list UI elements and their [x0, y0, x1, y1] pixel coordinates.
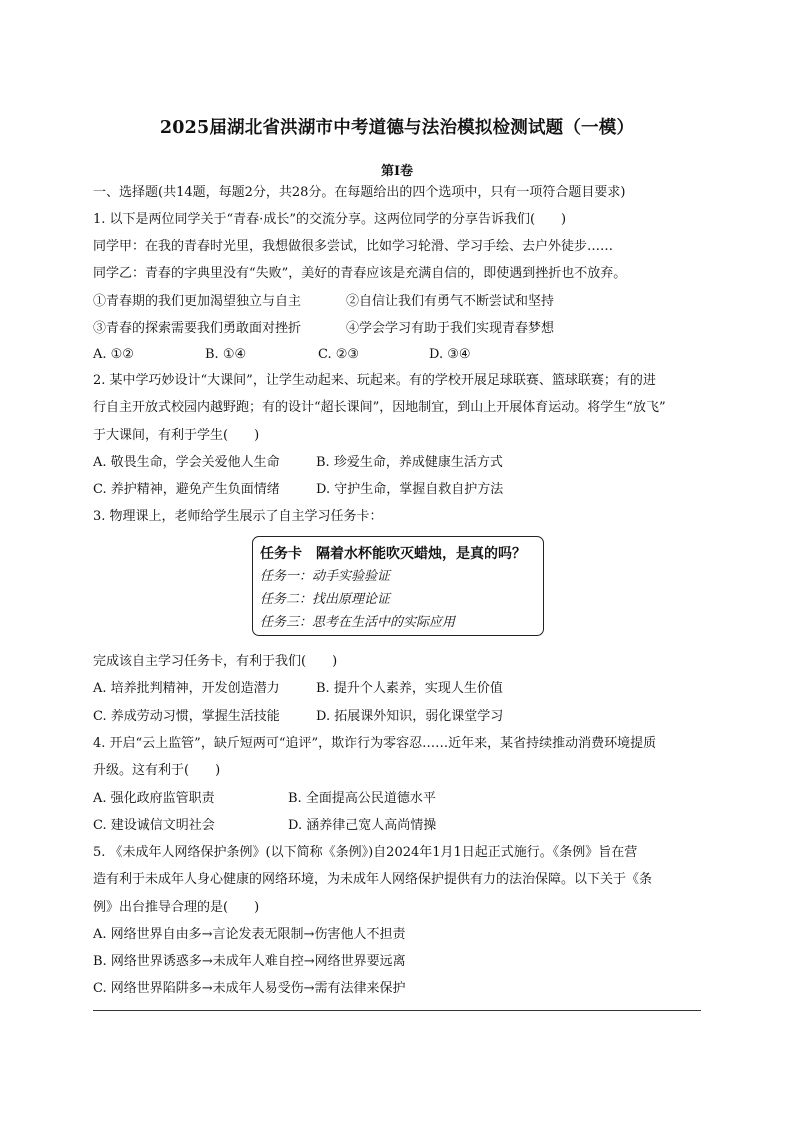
q4-option-b: B. 全面提高公民道德水平	[288, 791, 436, 806]
q2-option-d: D. 守护生命，掌握自救自护方法	[316, 482, 504, 497]
task-card-item-3: 任务三：思考在生活中的实际应用	[260, 615, 456, 630]
q3-option-b: B. 提升个人素养，实现人生价值	[316, 681, 503, 696]
q1-item-2: ②自信让我们有勇气不断尝试和坚持	[346, 294, 555, 309]
q1-option-d: D. ③④	[429, 347, 471, 362]
q3-follow: 完成该自主学习任务卡，有利于我们( )	[93, 654, 338, 669]
q5-stem-3: 例》出台推导合理的是( )	[93, 900, 260, 915]
q1-item-1: ①青春期的我们更加渴望独立与自主	[93, 294, 302, 309]
q1-option-b: B. ①④	[205, 347, 247, 362]
q1-item-3: ③青春的探索需要我们勇敢面对挫折	[93, 321, 302, 336]
task-card-heading: 任务卡 隔着水杯能吹灭蜡烛，是真的吗？	[260, 546, 526, 562]
q3-option-d: D. 拓展课外知识，弱化课堂学习	[316, 709, 504, 724]
page-footer-divider	[93, 1010, 701, 1011]
q1-item-4: ④学会学习有助于我们实现青春梦想	[346, 321, 555, 336]
q2-stem-1: 2. 某中学巧妙设计“大课间”，让学生动起来、玩起来。有的学校开展足球联赛、篮球联赛；有的进	[93, 373, 656, 388]
q5-stem-2: 造有利于未成年人身心健康的网络环境，为未成年人网络保护提供有力的法治保障。以下关于《条	[93, 872, 653, 887]
q2-option-b: B. 珍爱生命，养成健康生活方式	[316, 455, 503, 470]
q4-option-a: A. 强化政府监管职责	[93, 791, 215, 806]
q1-option-a: A. ①②	[93, 347, 134, 362]
q3-option-c: C. 养成劳动习惯，掌握生活技能	[93, 709, 280, 724]
q3-option-a: A. 培养批判精神，开发创造潜力	[93, 681, 280, 696]
q2-option-a: A. 敬畏生命，学会关爱他人生命	[93, 455, 280, 470]
task-card-item-2: 任务二：找出原理论证	[260, 592, 391, 607]
exam-title: 2025届湖北省洪湖市中考道德与法治模拟检测试题（一模）	[159, 118, 635, 138]
q2-option-c: C. 养护精神，避免产生负面情绪	[93, 482, 280, 497]
q4-stem-1: 4. 开启“云上监管”，缺斤短两可“追评”，欺诈行为零容忍……近年来，某省持续推动消费环境提质	[93, 736, 657, 751]
q3-stem: 3. 物理课上，老师给学生展示了自主学习任务卡：	[93, 509, 383, 524]
task-card	[252, 536, 544, 636]
q2-stem-3: 于大课间，有利于学生( )	[93, 428, 260, 443]
q2-stem-2: 行自主开放式校园内越野跑；有的设计“超长课间”，因地制宜，到山上开展体育运动。将学生“放飞”	[93, 400, 666, 415]
task-card-item-1: 任务一：动手实验验证	[260, 569, 391, 584]
q5-option-b: B. 网络世界诱惑多→未成年人难自控→网络世界要远离	[93, 954, 406, 969]
q4-option-c: C. 建设诚信文明社会	[93, 818, 215, 833]
q1-stem: 1. 以下是两位同学关于“青春·成长”的交流分享。这两位同学的分享告诉我们( )	[93, 212, 567, 227]
q1-option-c: C. ②③	[318, 347, 360, 362]
section-heading: 一、选择题(共14题，每题2分，共28分。在每题给出的四个选项中，只有一项符合题目要求)	[93, 185, 626, 200]
q4-stem-2: 升级。这有利于( )	[93, 763, 221, 778]
q5-option-c: C. 网络世界陷阱多→未成年人易受伤→需有法律来保护	[93, 981, 406, 996]
q5-option-a: A. 网络世界自由多→言论发表无限制→伤害他人不担责	[93, 927, 406, 942]
q4-option-d: D. 涵养律己宽人高尚情操	[288, 818, 437, 833]
q1-line-a: 同学甲：在我的青春时光里，我想做很多尝试，比如学习轮滑、学习手绘、去户外徒步……	[93, 239, 614, 254]
volume-label: 第Ⅰ卷	[380, 164, 414, 179]
q5-stem-1: 5. 《未成年人网络保护条例》(以下简称《条例》)自2024年1月1日起正式施行。《条例》旨在营	[93, 845, 638, 860]
q1-line-b: 同学乙：青春的字典里没有“失败”，美好的青春应该是充满自信的，即使遇到挫折也不放弃。	[93, 266, 627, 281]
